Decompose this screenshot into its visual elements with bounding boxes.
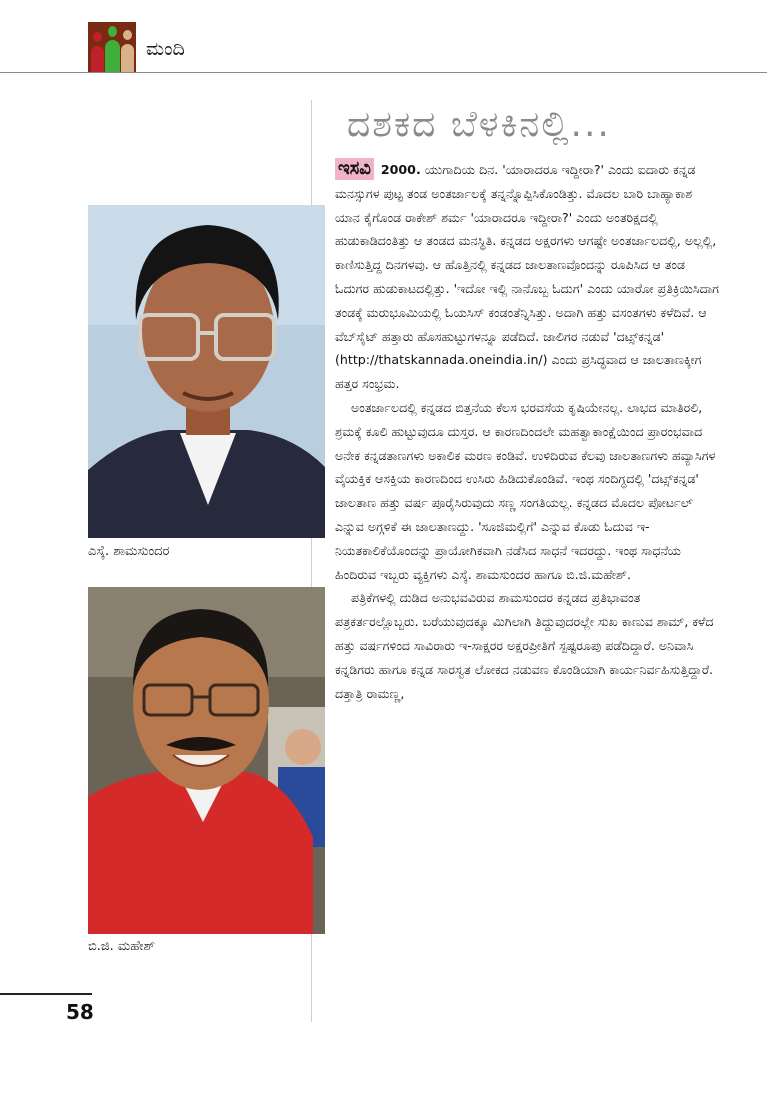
header-divider bbox=[0, 72, 767, 73]
year-text: 2000. bbox=[380, 162, 421, 177]
paragraph: ಅಂತರ್ಜಾಲದಲ್ಲಿ ಕನ್ನಡದ ಬಿತ್ತನೆಯ ಕೆಲಸ ಭರವಸೆಯ ಕೃಷಿಯೇನಲ್ಲ. ಲಾಭದ ಮಾತಿರಲಿ, ಶ್ರಮಕ್ಕೆ ಕೂಲಿ ಹುಟ್ಟುವುದೂ ದುಸ್ತರ. ಆ ಕಾರಣದಿಂದಲೇ ಮಹತ್ವಾಕಾಂಕ್ಷೆಯಿಂದ ಪ್ರಾರಂಭವಾದ ಅನೇಕ ಕನ್ನಡತಾಣಗಳು ಅಕಾಲಿಕ ಮರಣ ಕಂಡಿವೆ. ಉಳಿದಿರುವ ಕೆಲವು ಜಾಲತಾಣಗಳು ಹವ್ಯಾಸಿಗಳ ವೈಯಕ್ತಿಕ ಆಸಕ್ತಿಯ ಕಾರಣದಿಂದ ಉಸಿರು ಹಿಡಿದುಕೊಂಡಿವೆ. ಇಂಥ ಸಂದಿಗ್ಧದಲ್ಲಿ 'ದಟ್ಸ್‌ಕನ್ನಡ' ಜಾಲತಾಣ ಹತ್ತು ವರ್ಷ ಪೂರೈಸಿರುವುದು ಸಣ್ಣ ಸಂಗತಿಯಲ್ಲ. ಕನ್ನಡದ ಮೊದಲ ಪೋರ್ಟಲ್ ಎನ್ನುವ ಅಗ್ಗಳಿಕೆ ಈ ಜಾಲತಾಣದ್ದು. 'ಸೂಜಿಮಲ್ಲಿಗೆ' ಎನ್ನುವ ಕೊಡು ಓದುವ ಇ-ನಿಯತಕಾಲಿಕೆಯೊಂದನ್ನು ಪ್ರಾಯೋಗಿಕವಾಗಿ ನಡೆಸಿದ ಸಾಧನೆ ಇದರದ್ದು. ಇಂಥ ಸಾಧನೆಯ ಹಿಂದಿರುವ ಇಬ್ಬರು ವ್ಯಕ್ತಿಗಳು ಎಸ್ಕೆ. ಶಾಮಸುಂದರ ಹಾಗೂ ಬಿ.ಜಿ.ಮಹೇಶ್. bbox=[335, 399, 716, 582]
photo-caption: ಬಿ.ಜಿ. ಮಹೇಶ್ bbox=[88, 939, 155, 954]
portrait-photo-shamasundara bbox=[88, 205, 325, 538]
drop-cap: ಇಸವಿ bbox=[335, 158, 374, 180]
section-logo bbox=[88, 22, 136, 72]
paragraph: ಪತ್ರಿಕೆಗಳಲ್ಲಿ ದುಡಿದ ಅನುಭವವಿರುವ ಶಾಮಸುಂದರ ಕನ್ನಡದ ಪ್ರತಿಭಾವಂತ ಪತ್ರಕರ್ತರಲ್ಲೊಬ್ಬರು. ಬರೆಯುವುದಕ್ಕೂ ಮಿಗಿಲಾಗಿ ತಿದ್ದುವುದರಲ್ಲೇ ಸುಖ ಕಾಣುವ ಶಾಮ್, ಕಳೆದ ಹತ್ತು ವರ್ಷಗಳಿಂದ ಸಾವಿರಾರು ಇ-ಸಾಕ್ಷರರ ಅಕ್ಷರಪ್ರೀತಿಗೆ ಸ್ಪಷ್ಟರೂಪು ಪಡೆದಿದ್ದಾರೆ. ಅನಿವಾಸಿ ಕನ್ನಡಿಗರು ಹಾಗೂ ಕನ್ನಡ ಸಾರಸ್ವತ ಲೋಕದ ನಡುವಣ ಕೊಂಡಿಯಾಗಿ ಕಾರ್ಯನಿರ್ವಹಿಸುತ್ತಿದ್ದಾರೆ. ದತ್ತಾತ್ರಿ ರಾಮಣ್ಣ, bbox=[335, 590, 714, 701]
section-label: ಮಂದಿ bbox=[146, 38, 185, 60]
portrait-photo-mahesh bbox=[88, 587, 325, 934]
footer-divider bbox=[0, 993, 92, 995]
photo-caption: ಎಸ್ಕೆ. ಶಾಮಸುಂದರ bbox=[88, 544, 170, 559]
paragraph-text: ಯುಗಾದಿಯ ದಿನ. 'ಯಾರಾದರೂ ಇದ್ದೀರಾ?' ಎಂದು ಐದಾರು ಕನ್ನಡ ಮನಸ್ಸುಗಳ ಪುಟ್ಟ ತಂಡ ಅಂತರ್ಜಾಲಕ್ಕೆ ತನ್ನನ್ನೊಪ್ಪಿಸಿಕೊಂಡಿತ್ತು. ಮೊದಲ ಬಾರಿ ಬಾಹ್ಯಾಕಾಶ ಯಾನ ಕೈಗೊಂಡ ರಾಕೇಶ್ ಶರ್ಮ 'ಯಾರಾದರೂ ಇದ್ದೀರಾ?' ಎಂದು ಅಂತರಿಕ್ಷದಲ್ಲಿ ಹುಡುಕಾಡಿದಂತಿತ್ತು ಆ ತಂಡದ ಮನಸ್ಥಿತಿ. ಕನ್ನಡದ ಅಕ್ಷರಗಳು ಆಗಷ್ಟೇ ಅಂತರ್ಜಾಲದಲ್ಲಿ, ಅಲ್ಲಲ್ಲಿ, ಕಾಣಿಸುತ್ತಿದ್ದ ದಿನಗಳವು. ಆ ಹೊತ್ತಿನಲ್ಲಿ ಕನ್ನಡದ ಜಾಲತಾಣವೊಂದನ್ನು ರೂಪಿಸಿದ ಆ ತಂಡ ಓದುಗರ ಹುಡುಕಾಟದಲ್ಲಿತ್ತು. 'ಇದೋ ಇಲ್ಲಿ ನಾನೊಬ್ಬ ಓದುಗ' ಎಂದು ಯಾರೋ ಪ್ರತಿಕ್ರಿಯಿಸಿದಾಗ ತಂಡಕ್ಕೆ ಮರುಭೂಮಿಯಲ್ಲಿ ಓಯಸಿಸ್ ಕಂಡಂತೆನ್ನಿಸಿತ್ತು. ಅದಾಗಿ ಹತ್ತು ವಸಂತಗಳು ಕಳೆದಿವೆ. ಆ ವೆಬ್‌ಸೈಟ್ ಹತ್ತಾರು ಹೊಸಹುಟ್ಟುಗಳನ್ನೂ ಪಡೆದಿದೆ. ಜಾಲಿಗರ ನಡುವೆ 'ದಟ್ಸ್‌ಕನ್ನಡ' (http://thatskannada.oneindia.in/) ಎಂದು ಪ್ರಸಿದ್ಧವಾದ ಆ ಜಾಲತಾಣಕ್ಕೀಗ ಹತ್ತರ ಸಂಭ್ರಮ. bbox=[335, 162, 719, 392]
article-title: ದಶಕದ ಬೆಳಕಿನಲ್ಲಿ... bbox=[347, 104, 611, 145]
paragraph bbox=[335, 158, 720, 396]
page-number: 58 bbox=[66, 1000, 94, 1024]
article-body bbox=[335, 158, 720, 705]
